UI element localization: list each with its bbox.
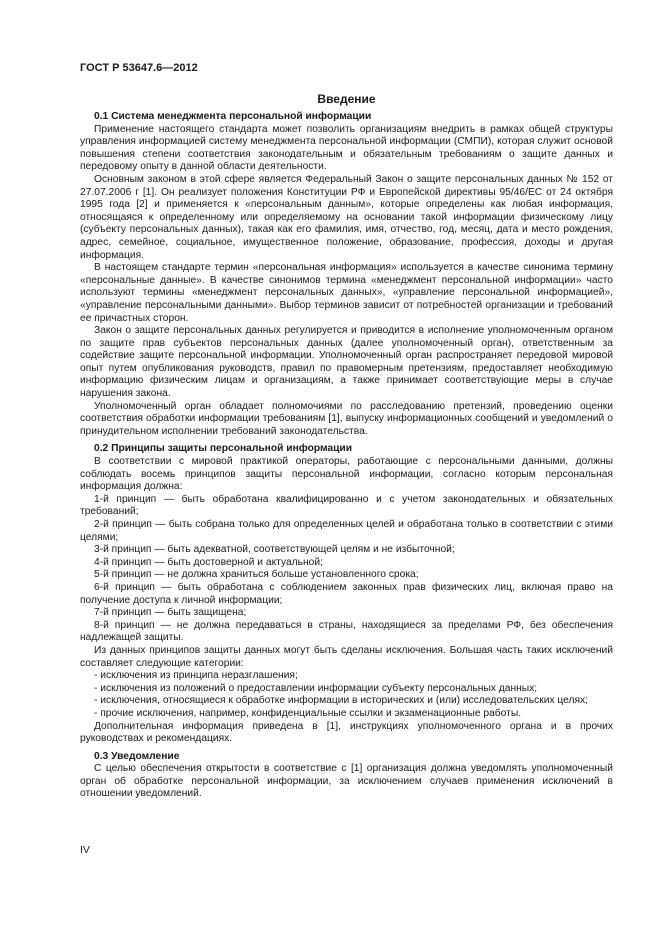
- document-body: [80, 92, 613, 801]
- paragraph: В настоящем стандарте термин «персональная информация» используется в качестве синонима термину «персональные данные». В качестве синонимов термина «менеджмент персональной информации» часто используют термины «менеджмент персональных данных», «управление персональной информацией», «управление персональными данными». Выбор терминов зависит от потребностей организации и требований ее причастных сторон.: [80, 262, 613, 324]
- principle-item: 8-й принцип — не должна передаваться в страны, находящиеся за пределами РФ, без обеспечения надлежащей защиты.: [80, 619, 613, 644]
- principle-item: 4-й принцип — быть достоверной и актуальной;: [94, 556, 323, 568]
- principle-item: 6-й принцип — быть обработана с соблюдением законных прав физических лиц, включая право на получение доступа к личной информации;: [80, 581, 613, 606]
- principle-item: 7-й принцип — быть защищена;: [94, 607, 247, 619]
- document-header: ГОСТ Р 53647.6—2012: [80, 62, 198, 74]
- page-title: Введение: [317, 92, 376, 106]
- page-number: IV: [80, 844, 90, 856]
- paragraph: Применение настоящего стандарта может позволить организациям внедрить в рамках общей структуры управления информацией систему менеджмента персональной информации (СМПИ), которая служит основой повышения степени соответствия законодательным и обязательным требованиям о защите данных и передовому опыту в данной области деятельности.: [80, 123, 613, 173]
- section-heading-0-2: 0.2 Принципы защиты персональной информации: [94, 443, 353, 455]
- principle-item: 5-й принцип — не должна храниться больше установленного срока;: [94, 569, 419, 581]
- exception-item: - исключения из принципа неразглашения;: [94, 670, 298, 682]
- paragraph: Дополнительная информация приведена в [1], инструкциях уполномоченного органа и в прочих руководствах и рекомендациях.: [80, 720, 613, 745]
- principle-item: 2-й принцип — быть собрана только для определенных целей и обработана только в соответствии с этими целями;: [80, 519, 613, 543]
- paragraph: Основным законом в этой сфере является Федеральный Закон о защите персональных данных № 152 от 27.07.2006 г [1]. Он реализует положения Конституции РФ и Европейской директивы 95/46/ЕС от 24 октября 1995 года [2] и применяется к «персональным данным», которые определены как любая информация, относящаяся к определенному или определяемому на основании такой информации физическому лицу (субъекту персональных данных), такая как его фамилия, имя, отчество, год, месяц, дата и место рождения, адрес, семейное, социальное, имущественное положение, образование, профессия, доходы и другая информация.: [80, 173, 613, 261]
- principle-item: 1-й принцип — быть обработана квалифицированно и с учетом законодательных и обязательных требований;: [80, 493, 613, 518]
- principle-item: 3-й принцип — быть адекватной, соответствующей целям и не избыточной;: [94, 544, 455, 556]
- paragraph: Уполномоченный орган обладает полномочиями по расследованию претензий, проведению оценки соответствия обработки информации требованиям [1], выпуску информационных сообщений и уведомлений о принудительном исполнении требований законодательства.: [80, 400, 613, 437]
- paragraph: С целью обеспечения открытости в соответствие с [1] организация должна уведомлять уполномоченный орган об обработке персональной информации, за исключением случаев применения исключений в отношении уведомлений.: [80, 763, 613, 800]
- section-heading-0-1: 0.1 Система менеджмента персональной информации: [94, 111, 372, 122]
- exception-item: - исключения, относящиеся к обработке информации в исторических и (или) исследовательских целях;: [94, 695, 589, 707]
- paragraph: В соответствии с мировой практикой операторы, работающие с персональными данными, должны соблюдать восемь принципов защиты персональной информации, согласно которым персональная информация должна:: [80, 456, 613, 493]
- exception-item: - исключения из положений о предоставлении информации субъекту персональных данных;: [94, 682, 538, 694]
- exception-item: - прочие исключения, например, конфиденциальные ссылки и экзаменационные работы.: [94, 707, 522, 719]
- paragraph: Закон о защите персональных данных регулируется и приводится в исполнение уполномоченным органом по защите прав субъектов персональных данных (далее уполномоченный орган), ответственным за содействие защите персональной информации. Уполномоченный орган распространяет передовой мировой опыт путем опубликования руководств, правил по правомерным претензиям, предоставляет необходимую информацию физическим лицам и организациям, а также принимает соответствующие меры в случае нарушения закона.: [80, 325, 613, 400]
- paragraph: Из данных принципов защиты данных могут быть сделаны исключения. Большая часть таких исключений составляет следующие категории:: [80, 644, 613, 669]
- section-heading-0-3: 0.3 Уведомление: [94, 750, 180, 762]
